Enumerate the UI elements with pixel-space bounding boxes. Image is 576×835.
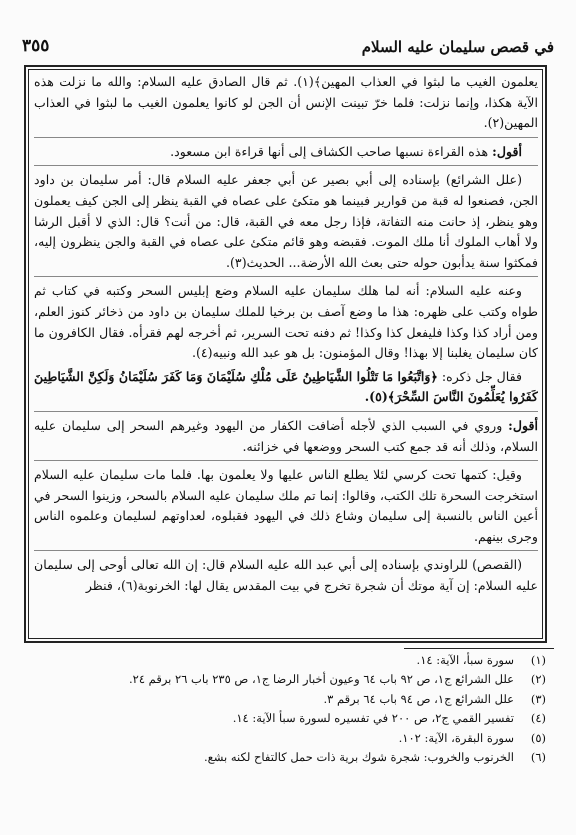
footnote-rule: [404, 648, 554, 649]
footnote: [40, 651, 546, 670]
footnote: [40, 690, 546, 709]
footnote-text: سورة سبأ، الآية: ١٤.: [416, 653, 514, 667]
quran-verse: ﴿وَاتَّبَعُوا مَا تَتْلُوا الشَّيَاطِينُ عَلَى مُلْكِ سُلَيْمَانَ وَمَا كَفَرَ سُلَيْمَانُ وَلَكِنَّ الشَّيَاطِينَ كَفَرُوا يُعَلِّمُونَ النَّاسَ السِّحْرَ﴾(٥).: [34, 368, 538, 405]
footnote: [40, 729, 546, 748]
separator: [34, 411, 538, 412]
separator: [34, 550, 538, 551]
footnote-number: (٤): [530, 711, 546, 726]
paragraph-6-text: وروي في السبب الذي لأجله أضافت الكفار من اليهود وغيرهم السحر إلى سليمان عليه السلام، وذلك أنه قد جمع كتب السحر ووضعها في خزائنه.: [34, 417, 538, 454]
footnote-text: علل الشرائع ج١، ص ٩٤ باب ٦٤ برقم ٣.: [323, 691, 514, 706]
main-text: [34, 72, 538, 638]
footnote: [40, 670, 546, 689]
paragraph-1: يعلمون الغيب ما لبثوا في العذاب المهين﴾(١). ثم قال الصادق عليه السلام: والله ما نزلت هذه الآية هكذا، وإنما نزلت: فلما خرّ تبينت الإنس أن الجن لو كانوا يعلمون الغيب ما لبثوا في العذاب المهين(٢).: [34, 74, 538, 131]
running-title: في قصص سليمان عليه السلام: [361, 38, 554, 56]
separator: [34, 276, 538, 277]
footnote-text: تفسير القمي ج٢، ص ٢٠٠ في تفسيره لسورة سبأ الآية: ١٤.: [232, 711, 514, 726]
footnote-number: (٦): [530, 750, 546, 765]
page-header: [22, 30, 554, 56]
separator: [34, 460, 538, 461]
paragraph-6: [34, 416, 538, 457]
quran-intro: فقال جل ذكره:: [441, 368, 522, 384]
footnote-number: (١): [530, 653, 546, 667]
footnote: [40, 709, 546, 728]
footnote-text: سورة البقرة، الآية: ١٠٢.: [398, 730, 514, 745]
footnote-number: (٢): [530, 672, 546, 687]
separator: [34, 137, 538, 138]
paragraph-8: (القصص) للراوندي بإسناده إلى أبي عبد الله عليه السلام قال: إن الله تعالى أوحى إلى سليمان عليه السلام: إن آية موتك أن شجرة تخرج في بيت المقدس يقال لها: الخرنوبة(٦)، فنظر: [34, 557, 538, 594]
paragraph-2-text: هذه القراءة نسبها صاحب الكشاف إلى أنها قراءة ابن مسعود.: [170, 143, 489, 159]
aqulu-label: أقول:: [508, 417, 538, 433]
separator: [34, 165, 538, 166]
page-number: ٣٥٥: [22, 36, 50, 56]
footnote-text: علل الشرائع ج١، ص ٩٢ باب ٦٤ وعيون أخبار الرضا ج١، ص ٢٣٥ باب ٢٦ برقم ٢٤.: [129, 672, 514, 687]
paragraph-3: (علل الشرائع) بإسناده إلى أبي بصير عن أبي جعفر عليه السلام قال: أمر سليمان بن داود الجن، فصنعوا له قبة من قوارير فبينما هو متكئ على عصاه في القبة ينظر إلى الجن كيف يعملون وهو ينظر، إذ حانت منه التفاتة، فإذا رجل معه في القبة، قال: من أنت؟ قال: الذي لا أقبل الرشا ولا أهاب الملوك أنا ملك الموت. فقبضه وهو قائم متكئ على عصاه في القبة والجن ينظرون إليه، فمكثوا سنة يدأبون حوله حتى بعث الله الأرضة... الحديث(٣).: [34, 172, 538, 270]
footnotes: [40, 651, 546, 767]
footnote-number: (٥): [530, 730, 546, 745]
footnote: [40, 748, 546, 767]
footnote-number: (٣): [530, 691, 546, 706]
aqulu-label: أقول:: [492, 143, 522, 159]
paragraph-7: وقيل: كتمها تحت كرسي لئلا يطلع الناس عليها ولا يعلمون بها. فلما مات سليمان عليه السلام استخرجت السحرة تلك الكتب، وقالوا: إنما تم ملك سليمان عليه السلام بالسحر، وزينوا السحر في أعين الناس بالنسبة إلى سليمان وشاع ذلك في اليهود فقبلوه، لعداوتهم لسليمان وعلموه الناس وجرى بينهم.: [34, 467, 538, 544]
paragraph-4: وعنه عليه السلام: أنه لما هلك سليمان عليه السلام وضع إبليس السحر وكتبه في كتاب ثم طواه وكتب على ظهره: هذا ما وضع آصف بن برخيا للملك سليمان بن داود من ذخائر كنوز العلم، ومن أراد كذا وكذا فليفعل كذا وكذا! ثم دفنه تحت السرير، ثم أخرجه لهم فقرأه. فقال الكافرون ما كان سليمان يغلبنا إلا بهذا! وقال المؤمنون: بل هو عبد الله ونبيه(٤).: [34, 283, 538, 361]
paragraph-2: [34, 142, 538, 163]
paragraph-5: [34, 367, 538, 408]
footnote-text: الخرنوب والخروب: شجرة شوك برية ذات حمل كالتفاح لكنه بشع.: [203, 750, 514, 765]
